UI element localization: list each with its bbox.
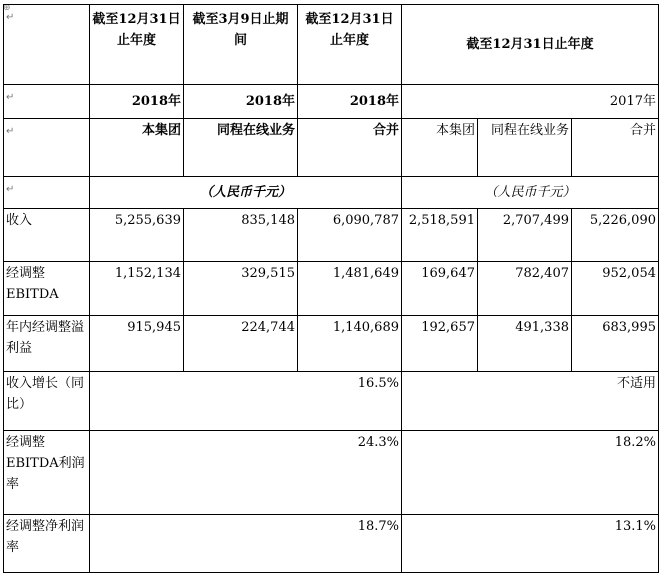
entity-2017-group: 本集团: [402, 119, 478, 177]
value-cell: 6,090,787: [298, 209, 402, 262]
year-2018-tongcheng: 2018年: [184, 85, 298, 119]
ratio-value-2018: 18.7%: [90, 515, 402, 573]
unit-2018: （人民币千元）: [90, 177, 402, 209]
year-2017: 2017年: [402, 85, 659, 119]
unit-row: [4, 177, 659, 209]
header-corner-cell: ↵: [4, 5, 90, 85]
year-row-label-cell: ↵: [4, 85, 90, 119]
ratio-label: 经调整EBITDA利润率: [4, 431, 90, 515]
value-cell: 491,338: [478, 316, 572, 372]
value-cell: 2,707,499: [478, 209, 572, 262]
header-row-year: [4, 85, 659, 119]
ratio-value-2018: 24.3%: [90, 431, 402, 515]
value-cell: 835,148: [184, 209, 298, 262]
value-cell: 329,515: [184, 262, 298, 316]
value-cell: 915,945: [90, 316, 184, 372]
value-cell: 1,152,134: [90, 262, 184, 316]
ratio-row: [4, 515, 659, 573]
ratio-label: 收入增长（同比）: [4, 372, 90, 431]
year-2018-group: 2018年: [90, 85, 184, 119]
ratio-value-2017: 18.2%: [402, 431, 659, 515]
value-cell: 169,647: [402, 262, 478, 316]
value-cell: 2,518,591: [402, 209, 478, 262]
entity-2018-tongcheng: 同程在线业务: [184, 119, 298, 177]
financial-summary-table: [3, 4, 659, 573]
ratio-value-2018: 16.5%: [90, 372, 402, 431]
ratio-row: [4, 431, 659, 515]
row-label: 收入: [4, 209, 90, 262]
value-cell: 224,744: [184, 316, 298, 372]
header-period-group-2018: 截至12月31日止年度: [90, 5, 184, 85]
value-cell: 5,255,639: [90, 209, 184, 262]
value-cell: 192,657: [402, 316, 478, 372]
table-move-handle[interactable]: ⊕: [3, 3, 11, 13]
ratio-value-2017: 13.1%: [402, 515, 659, 573]
header-period-combined-2018: 截至12月31日止年度: [298, 5, 402, 85]
entity-2018-combined: 合并: [298, 119, 402, 177]
value-cell: 683,995: [572, 316, 659, 372]
unit-row-label-cell: ↵: [4, 177, 90, 209]
entity-row-label-cell: ↵: [4, 119, 90, 177]
table-row: [4, 209, 659, 262]
value-cell: 5,226,090: [572, 209, 659, 262]
header-row-period: [4, 5, 659, 85]
entity-2017-combined: 合并: [572, 119, 659, 177]
table-row: [4, 316, 659, 372]
row-label: 经调整EBITDA: [4, 262, 90, 316]
value-cell: 952,054: [572, 262, 659, 316]
entity-2018-group: 本集团: [90, 119, 184, 177]
header-period-tongcheng: 截至3月9日止期间: [184, 5, 298, 85]
row-label: 年内经调整溢利益: [4, 316, 90, 372]
ratio-label: 经调整净利润率: [4, 515, 90, 573]
value-cell: 1,481,649: [298, 262, 402, 316]
header-period-2017: 截至12月31日止年度: [402, 5, 659, 85]
year-2018-combined: 2018年: [298, 85, 402, 119]
ratio-value-2017: 不适用: [402, 372, 659, 431]
unit-2017: （人民币千元）: [402, 177, 659, 209]
value-cell: 1,140,689: [298, 316, 402, 372]
header-row-entities: [4, 119, 659, 177]
table-row: [4, 262, 659, 316]
value-cell: 782,407: [478, 262, 572, 316]
ratio-row: [4, 372, 659, 431]
entity-2017-tongcheng: 同程在线业务: [478, 119, 572, 177]
